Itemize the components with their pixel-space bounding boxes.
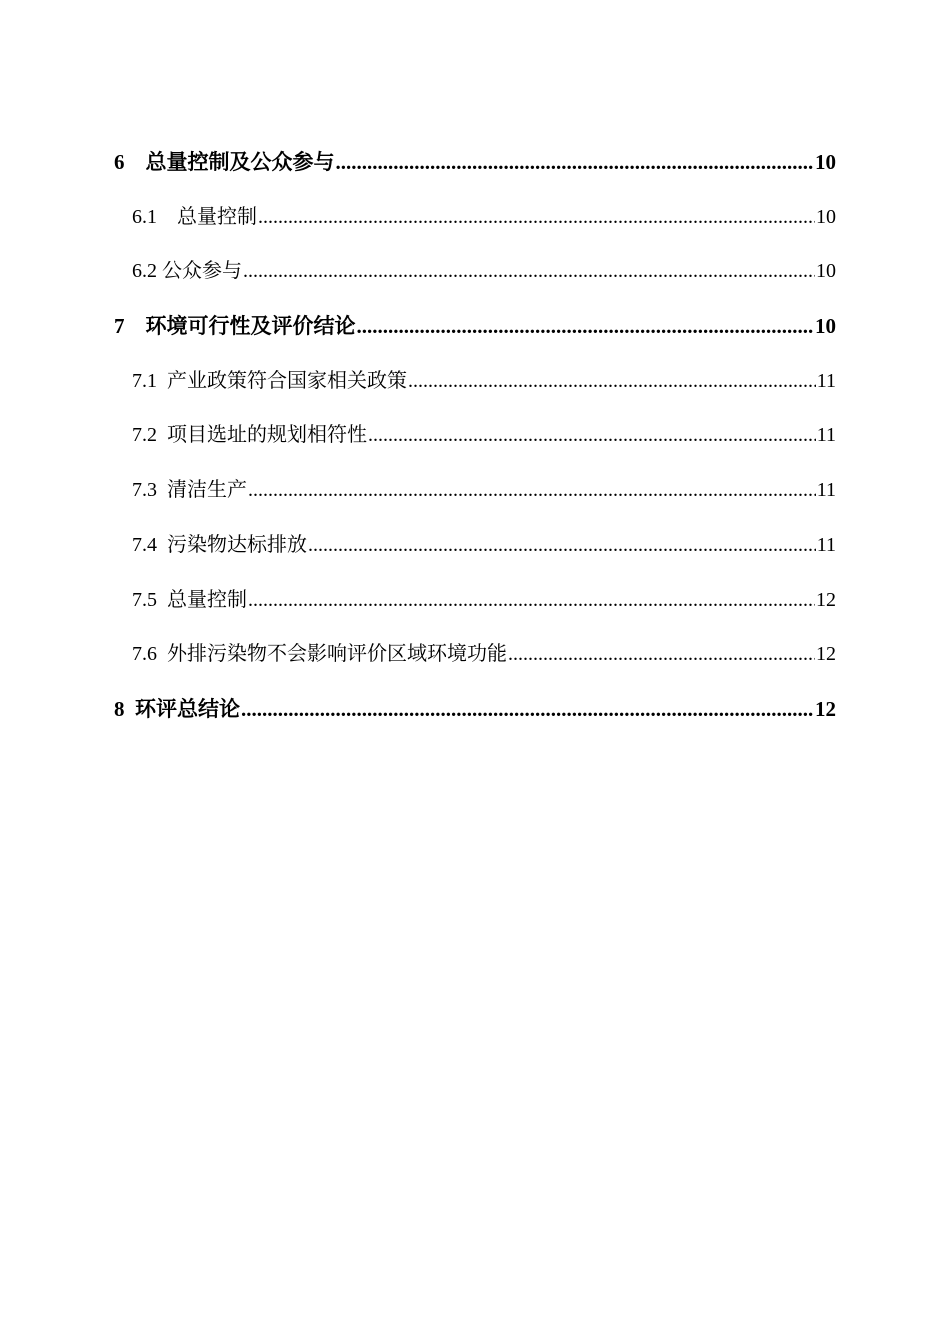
toc-entry-number: 7.5	[132, 588, 157, 611]
toc-dot-leader	[241, 687, 814, 731]
toc-entry-number: 6.2	[132, 260, 157, 283]
toc-entry-gap	[157, 523, 167, 567]
toc-entry-title: 环评总结论	[135, 696, 240, 721]
toc-entry-7-5[interactable]	[114, 578, 836, 633]
toc-entry-7-3[interactable]	[114, 468, 836, 523]
toc-entry-gap	[125, 304, 146, 348]
toc-entry-gap	[157, 578, 167, 622]
toc-entry-number: 6	[114, 150, 125, 174]
toc-dot-leader	[258, 195, 815, 239]
toc-entry-title: 产业政策符合国家相关政策	[167, 369, 407, 392]
toc-entry-number: 8	[114, 696, 125, 721]
toc-entry-gap	[157, 413, 167, 457]
toc-entry-page: 10	[815, 314, 836, 339]
toc-entry-title: 外排污染物不会影响评价区域环境功能	[167, 643, 507, 666]
toc-entry-gap	[125, 140, 146, 184]
toc-entry-6-2[interactable]	[114, 249, 836, 304]
toc-entry-gap	[157, 632, 167, 676]
toc-entry-title: 公众参与	[162, 260, 242, 283]
toc-entry-number: 6.1	[132, 205, 157, 228]
toc-entry-6[interactable]	[114, 140, 836, 195]
toc-entry-title: 污染物达标排放	[167, 533, 307, 556]
toc-entry-title: 总量控制	[177, 205, 257, 228]
toc-entry-gap	[157, 359, 167, 403]
toc-dot-leader	[368, 413, 816, 457]
toc-entry-title: 总量控制	[167, 588, 247, 611]
toc-entry-gap	[157, 468, 167, 512]
toc-entry-title: 环境可行性及评价结论	[145, 314, 356, 339]
toc-dot-leader	[357, 304, 815, 348]
toc-entry-number: 7.6	[132, 643, 157, 666]
toc-entry-6-1[interactable]	[114, 195, 836, 250]
table-of-contents	[114, 140, 836, 742]
toc-entry-8[interactable]	[114, 687, 836, 742]
toc-entry-7-1[interactable]	[114, 359, 836, 414]
toc-entry-title: 总量控制及公众参与	[145, 150, 335, 174]
toc-dot-leader	[248, 468, 816, 512]
toc-entry-page: 11	[816, 479, 836, 502]
toc-entry-number: 7.1	[132, 369, 157, 392]
toc-entry-page: 10	[816, 260, 836, 283]
toc-entry-7-6[interactable]	[114, 632, 836, 687]
toc-dot-leader	[308, 523, 816, 567]
toc-dot-leader	[508, 632, 815, 676]
toc-entry-page: 12	[816, 643, 836, 666]
toc-entry-number: 7	[114, 314, 125, 339]
toc-entry-number: 7.3	[132, 479, 157, 502]
toc-entry-gap	[125, 687, 136, 731]
toc-entry-page: 10	[816, 205, 836, 228]
toc-entry-page: 12	[816, 588, 836, 611]
toc-entry-page: 11	[816, 369, 836, 392]
toc-entry-page: 10	[815, 150, 836, 174]
toc-entry-7-4[interactable]	[114, 523, 836, 578]
toc-entry-number: 7.2	[132, 424, 157, 447]
toc-dot-leader	[248, 578, 815, 622]
toc-entry-page: 11	[816, 533, 836, 556]
toc-entry-7[interactable]	[114, 304, 836, 359]
toc-entry-number: 7.4	[132, 533, 157, 556]
toc-dot-leader	[243, 249, 815, 293]
toc-entry-7-2[interactable]	[114, 413, 836, 468]
toc-entry-title: 清洁生产	[167, 479, 247, 502]
toc-dot-leader	[336, 140, 815, 184]
toc-dot-leader	[408, 359, 816, 403]
toc-entry-page: 12	[815, 696, 836, 721]
toc-entry-title: 项目选址的规划相符性	[167, 424, 367, 447]
toc-entry-gap	[157, 195, 177, 239]
toc-entry-page: 11	[816, 424, 836, 447]
